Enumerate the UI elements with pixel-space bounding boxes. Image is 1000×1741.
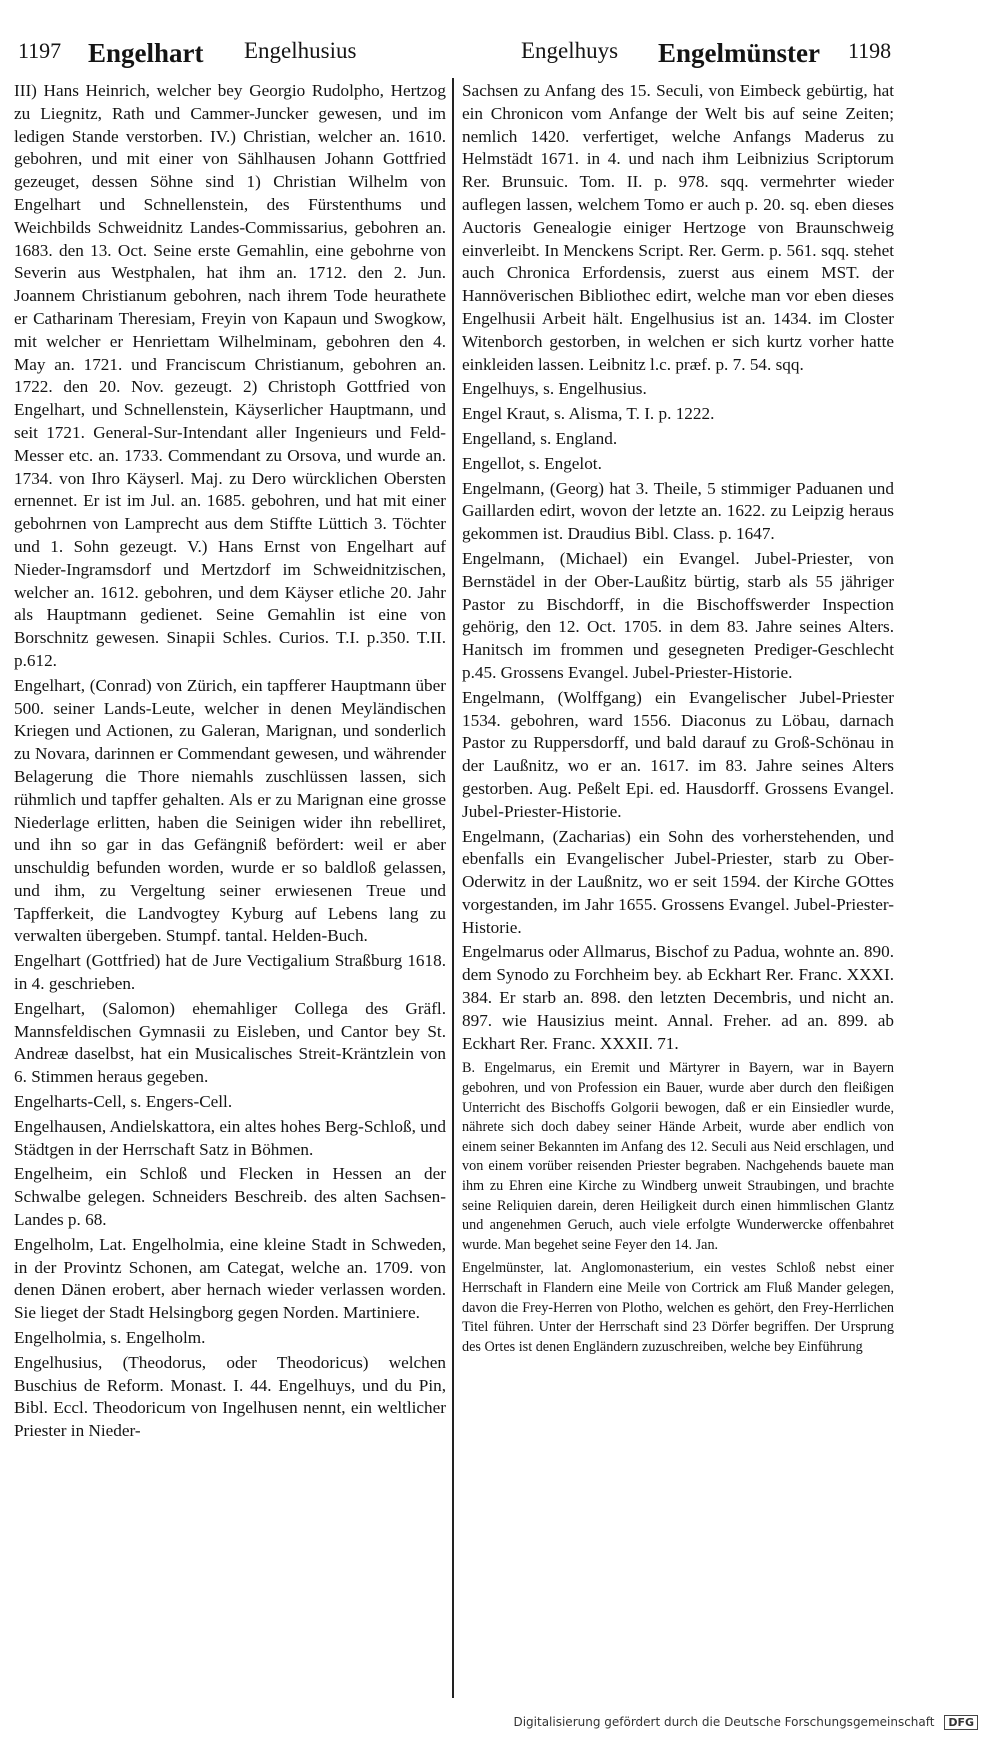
right-running-head: Engelmünster: [658, 38, 820, 68]
entry-paragraph: Engel Kraut, s. Alisma, T. I. p. 1222.: [462, 404, 715, 424]
entry-paragraph-small: Engelmünster, lat. Anglomonasterium, ein vestes Schloß nebst einer Herrschaft in Flandern eine Meile von Cortrick am Fluß Mander gelegen, davon die Frey-Herren von Plotho, welchen es gehört, den Frey-Herrlichen Titel führen. Unter der Herrschaft sind 23 Dörfer begriffen. Der Ursprung des Ortes ist denen Engländern zuzuschreiben, welche bey Einführung: [462, 1260, 894, 1355]
entry-paragraph: Engelland, s. England.: [462, 428, 618, 448]
entry-paragraph: Engelheim, ein Schloß und Flecken in Hessen an der Schwalbe gelegen. Schneiders Beschreib. des alten Sachsen-Landes p. 68.: [14, 1164, 446, 1230]
page-number-right: 1198: [848, 38, 892, 63]
entry-paragraph: Engelmann, (Michael) ein Evangel. Jubel-Priester, von Bernstädel in der Ober-Laußitz bürtig, starb als 55 jähriger Pastor zu Bischdorff, in die Bischoffswerder Inspection gehörig, den 12. Oct. 1705. in dem 83. Jahre seines Alters. Hanitsch im frommen und gesegneten Prediger-Geschlecht p.45. Grossens Evangel. Jubel-Priester-Historie.: [462, 548, 894, 682]
right-column: [462, 80, 894, 1695]
left-running-subhead: Engelhusius: [244, 38, 357, 63]
entry-paragraph: Engelmarus oder Allmarus, Bischof zu Padua, wohnte an. 890. dem Synodo zu Forchheim bey. ab Eckhart Rer. Franc. XXXI. 384. Er starb an. 898. den letzten Decembris, und nicht an. 897. wie Hausizius meint. Annal. Freher. ad an. 899. ab Eckhart Rer. Franc. XXXII. 71.: [462, 942, 894, 1053]
page-number-left: 1197: [18, 38, 62, 63]
entry-paragraph-small: B. Engelmarus, ein Eremit und Märtyrer in Bayern, war in Bayern gebohren, und von Profession ein Bauer, wurde aber durch den fleißigen Unterricht des Bischoffs Golgorii bewogen, daß er ein Einsiedler wurde, nährete sich doch dabey seiner Hände Arbeit, wurde aber endlich von einem seiner Bekannten im Anfang des 12. Seculi aus Neid erschlagen, und von einem vorüber reisenden Priester begraben. Nachgehends bauete man ihm zu Ehren eine Kirche zu Windberg unweit Straubingen, und brachte seine Reliquien darein, deren Heiligkeit durch einen himmlischen Glantz und angenehmen Geruch, auch viele erfolgte Wunderwercke offenbahret wurde. Man begehet seine Feyer den 14. Jan.: [462, 1060, 894, 1253]
entry-paragraph: Engelholmia, s. Engelholm.: [14, 1328, 206, 1348]
entry-paragraph: Engelhusius, (Theodorus, oder Theodoricus) welchen Buschius de Reform. Monast. I. 44. Engelhuys, und du Pin, Bibl. Eccl. Theodoricum von Ingelhusen nennt, ein weltlicher Priester in Nieder-: [14, 1352, 446, 1441]
entry-paragraph: Engelholm, Lat. Engelholmia, eine kleine Stadt in Schweden, in der Provintz Schonen, am Categat, welche an. 1709. von denen Dänen erobert, aber hernach wieder verlassen worden. Sie lieget der Stadt Helsingborg gegen Norden. Martiniere.: [14, 1234, 446, 1323]
entry-paragraph: Engelhausen, Andielskattora, ein altes hohes Berg-Schloß, und Städtgen in der Herrschaft Satz in Böhmen.: [14, 1116, 446, 1159]
entry-paragraph: Engelmann, (Wolffgang) ein Evangelischer Jubel-Priester 1534. gebohren, ward 1556. Diaconus zu Löbau, darnach Pastor zu Ruppersdorff, und bald darauf zu Groß-Schönau in der Laußnitz, wo er an. 1617. im 83. Jahre seines Alters gestorben. Aug. Peßelt Epi. ed. Hausdorff. Grossens Evangel. Jubel-Priester-Historie.: [462, 687, 894, 821]
entry-paragraph: Engelhuys, s. Engelhusius.: [462, 379, 647, 399]
digitization-credit: [513, 1715, 978, 1730]
entry-paragraph: Engelmann, (Zacharias) ein Sohn des vorherstehenden, und ebenfalls ein Evangelischer Jubel-Priester, starb zu Ober-Oderwitz in der Laußnitz, wo er seit 1594. der Kirche GOttes vorgestanden, im Jahr 1655. Grossens Evangel. Jubel-Priester-Historie.: [462, 826, 894, 937]
entry-paragraph: Engellot, s. Engelot.: [462, 453, 602, 473]
page-header: [18, 38, 918, 76]
left-running-head: Engelhart: [88, 38, 204, 68]
column-divider: [452, 78, 454, 1698]
entry-paragraph: Engelmann, (Georg) hat 3. Theile, 5 stimmiger Paduanen und Gaillarden edirt, wovon der letzte an. 1622. zu Leipzig heraus gekommen ist. Draudius Bibl. Class. p. 1647.: [462, 478, 894, 544]
entry-paragraph: Sachsen zu Anfang des 15. Seculi, von Eimbeck gebürtig, hat ein Chronicon vom Anfange der Welt bis auf seine Zeiten; nemlich 1420. verfertiget, welche Anfangs Maderus zu Helmstädt 1671. in 4. und nach ihm Leibnizius Scriptorum Rer. Brunsuic. Tom. II. p. 978. sqq. vermehrter wieder auflegen lassen, welchem Tomo er auch p. 20. sq. eben dieses Auctoris Genealogie einiger Hertzoge von Braunschweig einverleibt. In Menckens Script. Rer. Germ. p. 561. sqq. stehet auch Chronica Erfordensis, zuerst aus einem MST. der Hannöverischen Bibliothec edirt, welche man vor eben dieses Engelhusii Arbeit hält. Engelhusius ist an. 1434. im Closter Witenborch gestorben, in welchen er sich kurtz vorher hatte einkleiden lassen. Leibnitz l.c. præf. p. 7. 54. sqq.: [462, 81, 894, 374]
entry-paragraph: Engelharts-Cell, s. Engers-Cell.: [14, 1092, 233, 1112]
entry-paragraph: Engelhart (Gottfried) hat de Jure Vectigalium Straßburg 1618. in 4. geschrieben.: [14, 951, 446, 994]
credit-text: Digitalisierung gefördert durch die Deutsche Forschungsgemeinschaft: [513, 1715, 935, 1729]
right-running-subhead: Engelhuys: [521, 38, 619, 63]
entry-paragraph: III) Hans Heinrich, welcher bey Georgio Rudolpho, Hertzog zu Liegnitz, Rath und Cammer-Juncker gewesen, und im ledigen Stande verstorben. IV.) Christian, welcher an. 1610. gebohren, und mit einer von Sählhausen Johann Gottfried gezeuget, dessen Söhne sind 1) Christian Wilhelm von Engelhart und Schnellenstein, des Fürstenthums und Weichbilds Schweidnitz Landes-Commissarius, gebohren an. 1683. den 13. Oct. Seine erste Gemahlin, eine gebohrne von Severin aus Westphalen, hat ihm an. 1712. den 2. Jun. Joannem Christianum gebohren, nach ihrem Tode heurathete er Catharinam Theresiam, Freyin von Kapaun und Swogkow, mit welcher er Henriettam Wilhelminam, gebohren den 4. May an. 1721. und Franciscum Christianum, gebohren an. 1722. den 20. Nov. gezeugt. 2) Christoph Gottfried von Engelhart, und Schnellenstein, Käyserlicher Hauptmann, und seit 1721. General-Sur-Intendant aller Ingenieurs und Feld-Messer etc. an. 1733. Commendant zu Orsova, und wurde an. 1734. von Ihro Käyserl. Maj. zu Dero würcklichen Obersten ernennet. Er ist im Jul. an. 1685. gebohren, und hat mit einer gebohrnen von Lamprecht aus dem Stiffte Lüttich 3. Töchter und 1. Sohn gezeugt. V.) Hans Ernst von Engelhart auf Nieder-Ingramsdorf und Mertzdorf im Schweidnitzischen, welcher an. 1612. gebohren, und dem Käyser etliche 20. Jahr als Hauptmann gedienet. Seine Gemahlin ist eine von Borschnitz gewesen. Sinapii Schles. Curios. T.I. p.350. T.II. p.612.: [14, 81, 446, 670]
left-column: [14, 80, 446, 1695]
dfg-logo: DFG: [944, 1715, 978, 1730]
entry-paragraph: Engelhart, (Salomon) ehemahliger Collega des Gräfl. Mannsfeldischen Gymnasii zu Eisleben, und Cantor bey St. Andreæ daselbst, hat ein Musicalisches Streit-Kräntzlein von 6. Stimmen heraus gegeben.: [14, 998, 446, 1087]
entry-paragraph: Engelhart, (Conrad) von Zürich, ein tapfferer Hauptmann über 500. seiner Lands-Leute, welcher in denen Meyländischen Kriegen und Actionen, zu Galeran, Marignan, und sonderlich zu Novara, darinnen er Commendant gewesen, und währender Belagerung die Thore niemahls zuschlüssen lassen, sich rühmlich und tapffer gehalten. Als er zu Marignan eine grosse Niederlage erlitten, haben die Seinigen wider ihn rebelliret, und ihn so gar in das Gefängniß befördert: weil er aber unschuldig befunden worden, wurde er so baldloß gelassen, und ihm, zu Vergeltung seiner erwiesenen Treue und Tapfferkeit, die Landvogtey Kyburg auf Lebens lang zu verwalten übergeben. Stumpf. tantal. Helden-Buch.: [14, 675, 446, 946]
